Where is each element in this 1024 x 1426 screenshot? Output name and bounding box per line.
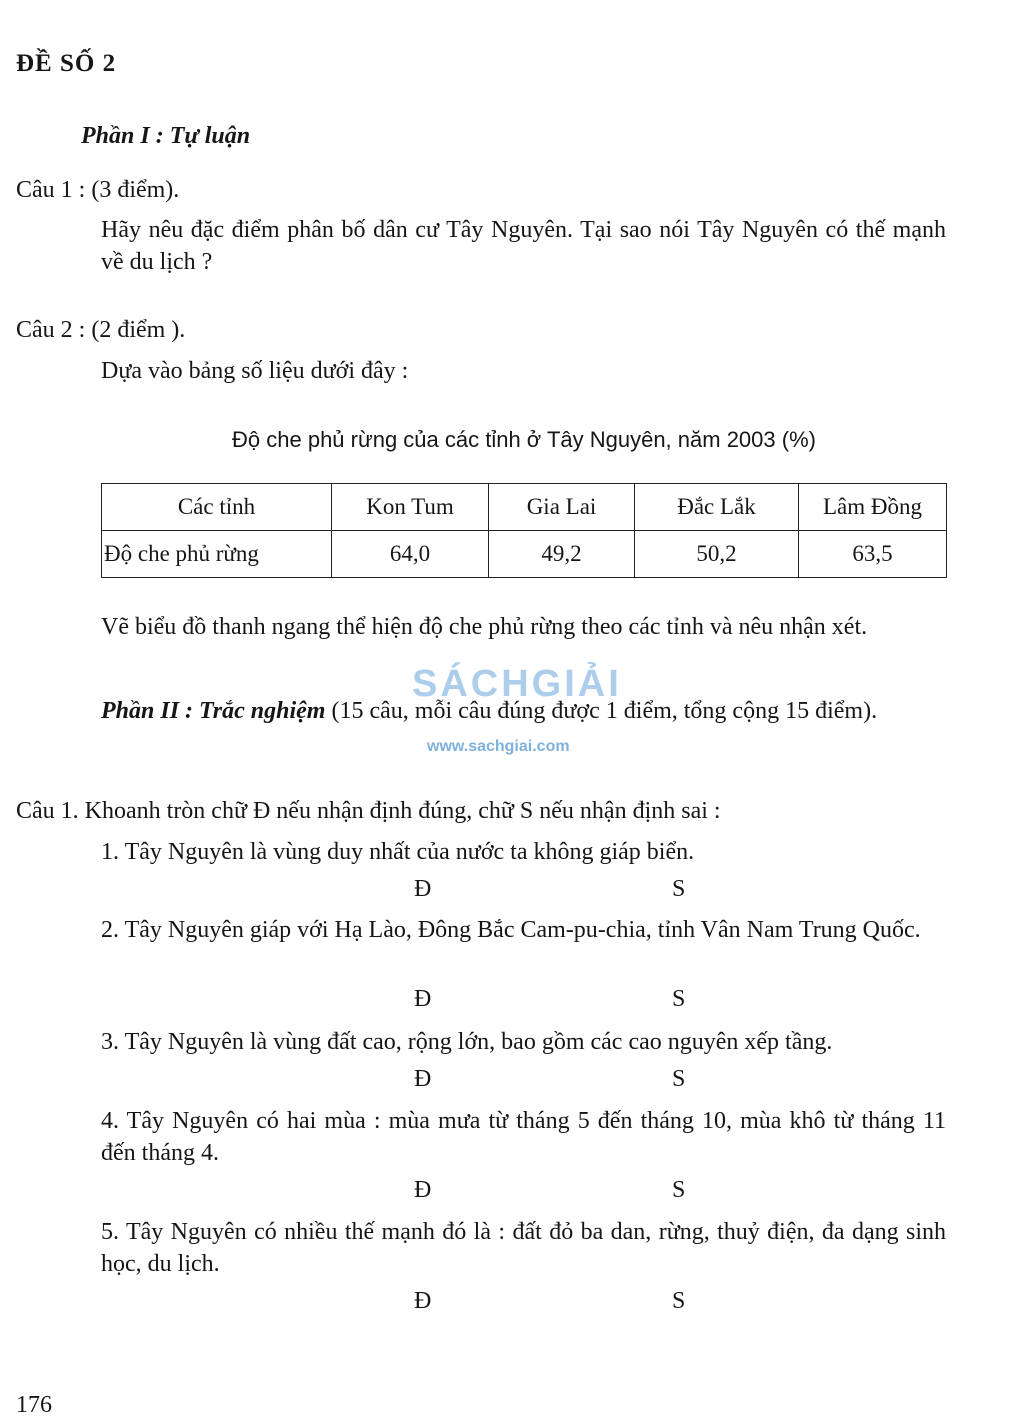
true-option[interactable]: Đ	[414, 986, 432, 1012]
statement-3: 3. Tây Nguyên là vùng đất cao, rộng lớn, bao gồm các cao nguyên xếp tầng.	[101, 1029, 833, 1055]
q1-label: Câu 1 : (3 điểm).	[16, 177, 180, 203]
false-option[interactable]: S	[672, 1288, 686, 1314]
table-cell: 50,2	[635, 531, 799, 578]
table-header-cell: Gia Lai	[489, 484, 635, 531]
q2-label: Câu 2 : (2 điểm ).	[16, 317, 186, 343]
table-caption: Độ che phủ rừng của các tỉnh ở Tây Nguyên, năm 2003 (%)	[232, 427, 816, 452]
part2-note: (15 câu, mỗi câu đúng được 1 điểm, tổng cộng 15 điểm).	[325, 698, 878, 724]
statement-4: 4. Tây Nguyên có hai mùa : mùa mưa từ tháng 5 đến tháng 10, mùa khô từ tháng 11 đến tháng 4.	[101, 1108, 946, 1166]
table-cell: 63,5	[799, 531, 947, 578]
table-header-cell: Lâm Đồng	[799, 484, 947, 531]
true-option[interactable]: Đ	[414, 1288, 432, 1314]
exam-title: ĐỀ SỐ 2	[16, 50, 117, 77]
table-cell: 49,2	[489, 531, 635, 578]
statement-2: 2. Tây Nguyên giáp với Hạ Lào, Đông Bắc Cam-pu-chia, tỉnh Vân Nam Trung Quốc.	[101, 917, 921, 943]
table-cell: 64,0	[332, 531, 489, 578]
q2-intro: Dựa vào bảng số liệu dưới đây :	[101, 358, 409, 384]
part2-title: Phần II : Trắc nghiệm	[101, 698, 326, 724]
false-option[interactable]: S	[672, 876, 686, 902]
watermark-logo-text: SÁCHGIẢI	[412, 663, 622, 705]
forest-cover-table	[101, 483, 947, 578]
table-header-cell: Các tỉnh	[102, 484, 332, 531]
table-header-cell: Đắc Lắk	[635, 484, 799, 531]
table-header-cell: Kon Tum	[332, 484, 489, 531]
table-row	[102, 531, 947, 578]
false-option[interactable]: S	[672, 1066, 686, 1092]
false-option[interactable]: S	[672, 1177, 686, 1203]
true-option[interactable]: Đ	[414, 1066, 432, 1092]
true-option[interactable]: Đ	[414, 1177, 432, 1203]
watermark-url: www.sachgiai.com	[427, 738, 570, 755]
part1-title: Phần I : Tự luận	[81, 123, 251, 149]
true-option[interactable]: Đ	[414, 876, 432, 902]
q2-task: Vẽ biểu đồ thanh ngang thể hiện độ che phủ rừng theo các tỉnh và nêu nhận xét.	[101, 614, 868, 640]
statement-1: 1. Tây Nguyên là vùng duy nhất của nước ta không giáp biển.	[101, 839, 695, 865]
false-option[interactable]: S	[672, 986, 686, 1012]
table-row-label: Độ che phủ rừng	[102, 531, 332, 578]
page-number: 176	[16, 1392, 52, 1418]
mc-q1-label: Câu 1. Khoanh tròn chữ Đ nếu nhận định đúng, chữ S nếu nhận định sai :	[16, 798, 721, 824]
watermark-logo	[412, 663, 622, 706]
q1-text: Hãy nêu đặc điểm phân bố dân cư Tây Nguyên. Tại sao nói Tây Nguyên có thế mạnh về du lịch ?	[101, 217, 946, 275]
table-header-row	[102, 484, 947, 531]
statement-5: 5. Tây Nguyên có nhiều thế mạnh đó là : đất đỏ ba dan, rừng, thuỷ điện, đa dạng sinh học, du lịch.	[101, 1219, 946, 1277]
